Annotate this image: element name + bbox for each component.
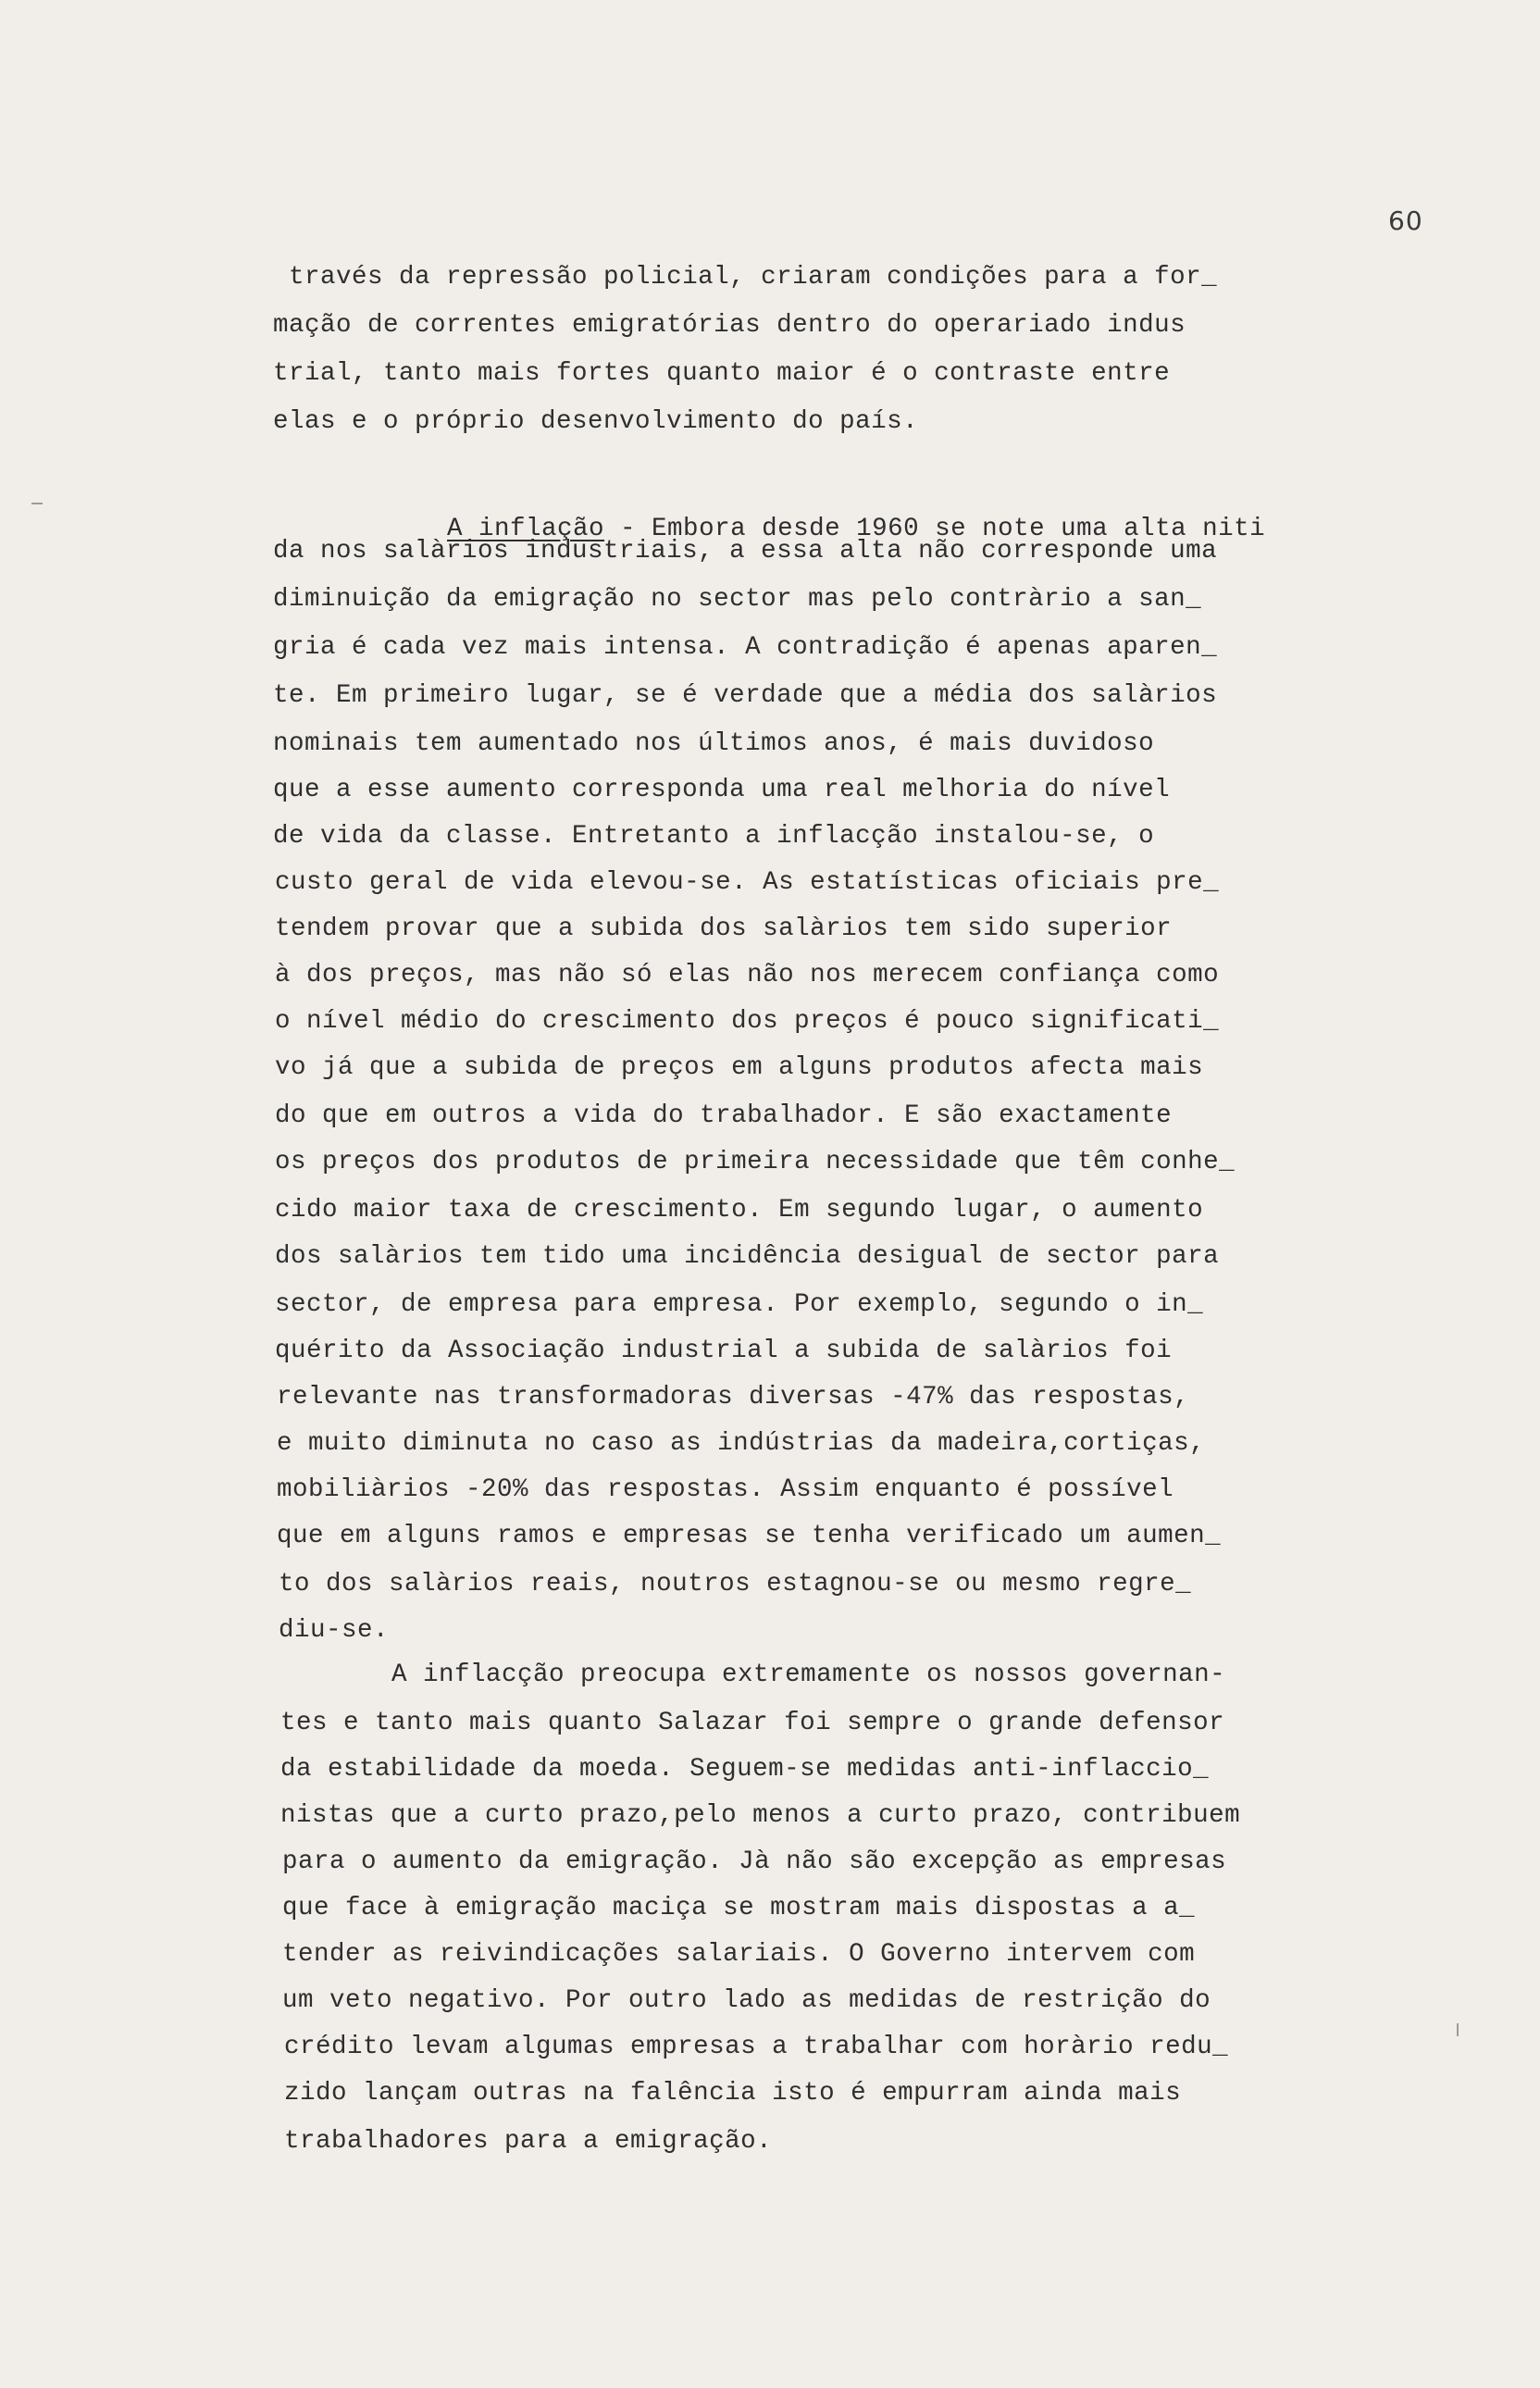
text-line: nominais tem aumentado nos últimos anos, é mais duvidoso bbox=[273, 729, 1155, 758]
text-line: da estabilidade da moeda. Seguem-se medidas anti-inflaccio_ bbox=[280, 1755, 1210, 1784]
text-line: A inflacção preocupa extremamente os nossos governan- bbox=[391, 1660, 1226, 1689]
text-line-rest: - Embora desde 1960 se note uma alta niti bbox=[604, 514, 1266, 543]
text-line: gria é cada vez mais intensa. A contradição é apenas aparen_ bbox=[273, 633, 1218, 662]
margin-mark bbox=[31, 503, 43, 504]
text-line: sector, de empresa para empresa. Por exemplo, segundo o in_ bbox=[275, 1290, 1204, 1319]
text-line: elas e o próprio desenvolvimento do país. bbox=[273, 407, 919, 436]
text-line: mobiliàrios -20% das respostas. Assim enquanto é possível bbox=[277, 1475, 1174, 1504]
text-line: custo geral de vida elevou-se. As estatísticas oficiais pre_ bbox=[275, 868, 1220, 897]
text-line: um veto negativo. Por outro lado as medidas de restrição do bbox=[282, 1986, 1211, 2015]
text-line: cido maior taxa de crescimento. Em segundo lugar, o aumento bbox=[275, 1196, 1204, 1225]
text-line: crédito levam algumas empresas a trabalhar com horàrio redu_ bbox=[284, 2033, 1229, 2061]
text-line: o nível médio do crescimento dos preços é pouco significati_ bbox=[275, 1007, 1220, 1036]
margin-mark bbox=[1457, 2023, 1459, 2036]
text-line: quérito da Associação industrial a subida de salàrios foi bbox=[275, 1337, 1173, 1365]
text-line: para o aumento da emigração. Jà não são excepção as empresas bbox=[282, 1847, 1227, 1876]
text-line: diu-se. bbox=[279, 1616, 390, 1645]
text-line: te. Em primeiro lugar, se é verdade que a média dos salàrios bbox=[273, 681, 1218, 710]
text-line: nistas que a curto prazo,pelo menos a curto prazo, contribuem bbox=[280, 1801, 1241, 1830]
text-line: diminuição da emigração no sector mas pelo contràrio a san_ bbox=[273, 585, 1202, 614]
text-line: trial, tanto mais fortes quanto maior é o contraste entre bbox=[273, 359, 1171, 388]
text-line: da nos salàrios industriais, a essa alta não corresponde uma bbox=[273, 537, 1218, 566]
text-line: dos salàrios tem tido uma incidência desigual de sector para bbox=[275, 1242, 1220, 1271]
text-line: mação de correntes emigratórias dentro do operariado indus bbox=[273, 311, 1186, 340]
text-line: os preços dos produtos de primeira necessidade que têm conhe_ bbox=[275, 1148, 1236, 1176]
text-line: do que em outros a vida do trabalhador. E são exactamente bbox=[275, 1101, 1173, 1130]
text-line: tender as reivindicações salariais. O Governo intervem com bbox=[282, 1940, 1196, 1969]
text-line: de vida da classe. Entretanto a inflacção instalou-se, o bbox=[273, 822, 1155, 851]
text-line: zido lançam outras na falência isto é empurram ainda mais bbox=[284, 2079, 1182, 2108]
text-line: través da repressão policial, criaram condições para a for_ bbox=[289, 263, 1218, 292]
text-line: relevante nas transformadoras diversas -47% das respostas, bbox=[277, 1383, 1190, 1412]
text-line: que em alguns ramos e empresas se tenha verificado um aumen_ bbox=[277, 1522, 1222, 1550]
text-line: à dos preços, mas não só elas não nos merecem confiança como bbox=[275, 961, 1220, 989]
text-line: que face à emigração maciça se mostram mais dispostas a a_ bbox=[282, 1894, 1196, 1922]
text-line: e muito diminuta no caso as indústrias da madeira,cortiças, bbox=[277, 1429, 1206, 1458]
text-line: trabalhadores para a emigração. bbox=[284, 2127, 773, 2156]
text-line: tes e tanto mais quanto Salazar foi sempre o grande defensor bbox=[280, 1709, 1225, 1737]
text-line: vo já que a subida de preços em alguns produtos afecta mais bbox=[275, 1053, 1204, 1082]
text-line: tendem provar que a subida dos salàrios tem sido superior bbox=[275, 914, 1173, 943]
section-heading: A inflação bbox=[447, 514, 605, 543]
page-number: 60 bbox=[1388, 205, 1423, 236]
text-line: que a esse aumento corresponda uma real melhoria do nível bbox=[273, 776, 1171, 804]
text-line: to dos salàrios reais, noutros estagnou-se ou mesmo regre_ bbox=[279, 1570, 1192, 1598]
